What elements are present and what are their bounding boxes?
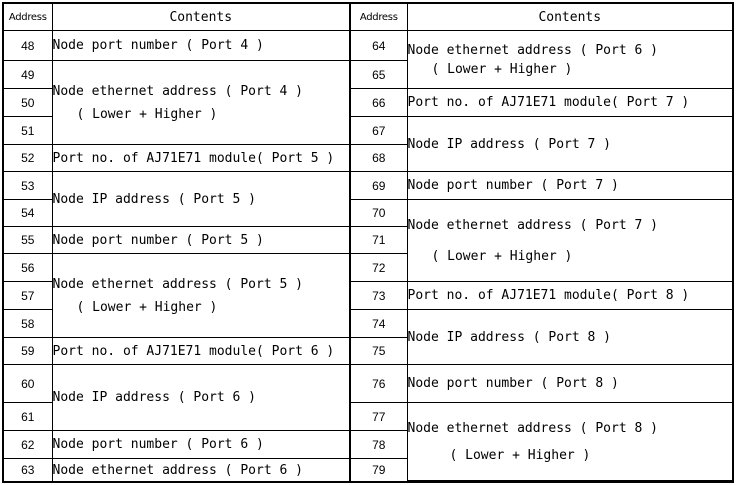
- address-cell: 76: [351, 365, 407, 403]
- contents-line: Node ethernet address ( Port 7 ): [407, 217, 658, 233]
- address-cell: 65: [351, 61, 407, 89]
- contents-cell: [407, 89, 732, 117]
- contents-line: Node ethernet address ( Port 6 ): [52, 462, 303, 478]
- address-cell: 74: [351, 310, 407, 338]
- contents-cell: [407, 282, 732, 310]
- address-cell: 56: [4, 254, 52, 282]
- contents-cell: [52, 459, 349, 482]
- contents-line: Node IP address ( Port 8 ): [407, 329, 611, 345]
- address-cell: 53: [4, 172, 52, 200]
- contents-line: Port no. of AJ71E71 module( Port 7 ): [407, 95, 690, 110]
- address-cell: 62: [4, 431, 52, 459]
- address-cell: 70: [351, 200, 407, 227]
- contents-cell: [52, 365, 349, 431]
- address-cell: 57: [4, 282, 52, 310]
- contents-header: Contents: [407, 4, 732, 31]
- address-cell: 59: [4, 338, 52, 365]
- address-cell: 52: [4, 145, 52, 172]
- contents-cell: [52, 31, 349, 61]
- contents-line: Node ethernet address ( Port 5 ): [52, 276, 303, 292]
- contents-cell: [52, 338, 349, 365]
- contents-cell: [52, 145, 349, 172]
- contents-line: Node port number ( Port 4 ): [52, 38, 264, 53]
- address-cell: 49: [4, 61, 52, 89]
- contents-line: ( Lower + Higher ): [76, 106, 218, 122]
- contents-header: Contents: [52, 4, 349, 31]
- address-cell: 78: [351, 431, 407, 459]
- address-cell: 66: [351, 89, 407, 117]
- address-cell: 67: [351, 117, 407, 145]
- contents-line: ( Lower + Higher ): [76, 299, 218, 315]
- contents-cell: [52, 227, 349, 254]
- contents-cell: [52, 61, 349, 145]
- contents-line: Node IP address ( Port 7 ): [407, 136, 611, 152]
- contents-line: Node ethernet address ( Port 4 ): [52, 83, 303, 99]
- contents-cell: [407, 31, 732, 89]
- address-table-page: [2, 2, 734, 483]
- contents-cell: [407, 403, 732, 481]
- address-cell: 72: [351, 254, 407, 282]
- address-cell: 68: [351, 145, 407, 172]
- contents-line: Node IP address ( Port 5 ): [52, 191, 256, 207]
- address-header: Address: [351, 4, 407, 31]
- contents-line: Node ethernet address ( Port 8 ): [407, 420, 658, 436]
- contents-cell: [52, 254, 349, 338]
- address-cell: 73: [351, 282, 407, 310]
- contents-line: Node port number ( Port 5 ): [52, 232, 264, 248]
- address-header: Address: [4, 4, 52, 31]
- contents-line: ( Lower + Higher ): [449, 447, 591, 463]
- contents-line: Node port number ( Port 6 ): [52, 437, 264, 452]
- address-cell: 51: [4, 117, 52, 145]
- address-cell: 75: [351, 338, 407, 365]
- contents-line: ( Lower + Higher ): [431, 61, 573, 77]
- contents-line: Node port number ( Port 8 ): [407, 376, 619, 391]
- contents-line: Port no. of AJ71E71 module( Port 8 ): [407, 288, 690, 303]
- contents-line: Node ethernet address ( Port 6 ): [407, 42, 658, 58]
- address-cell: 79: [351, 459, 407, 481]
- address-cell: 60: [4, 365, 52, 403]
- contents-cell: [407, 172, 732, 200]
- contents-cell: [407, 200, 732, 282]
- address-cell: 64: [351, 31, 407, 61]
- address-cell: 71: [351, 227, 407, 254]
- contents-cell: [52, 172, 349, 227]
- contents-cell: [407, 310, 732, 365]
- address-cell: 50: [4, 89, 52, 117]
- address-cell: 54: [4, 200, 52, 227]
- address-cell: 77: [351, 403, 407, 431]
- address-cell: 69: [351, 172, 407, 200]
- contents-line: ( Lower + Higher ): [431, 248, 573, 264]
- right-address-table: [351, 4, 732, 481]
- address-cell: 61: [4, 403, 52, 431]
- left-address-table: [4, 4, 349, 481]
- contents-line: Port no. of AJ71E71 module( Port 5 ): [52, 150, 335, 166]
- address-cell: 55: [4, 227, 52, 254]
- address-cell: 58: [4, 310, 52, 338]
- contents-cell: [52, 431, 349, 459]
- contents-cell: [407, 117, 732, 172]
- contents-line: Node IP address ( Port 6 ): [52, 390, 256, 405]
- contents-cell: [407, 365, 732, 403]
- address-cell: 63: [4, 459, 52, 482]
- address-cell: 48: [4, 31, 52, 61]
- contents-line: Port no. of AJ71E71 module( Port 6 ): [52, 343, 335, 359]
- contents-line: Node port number ( Port 7 ): [407, 178, 619, 193]
